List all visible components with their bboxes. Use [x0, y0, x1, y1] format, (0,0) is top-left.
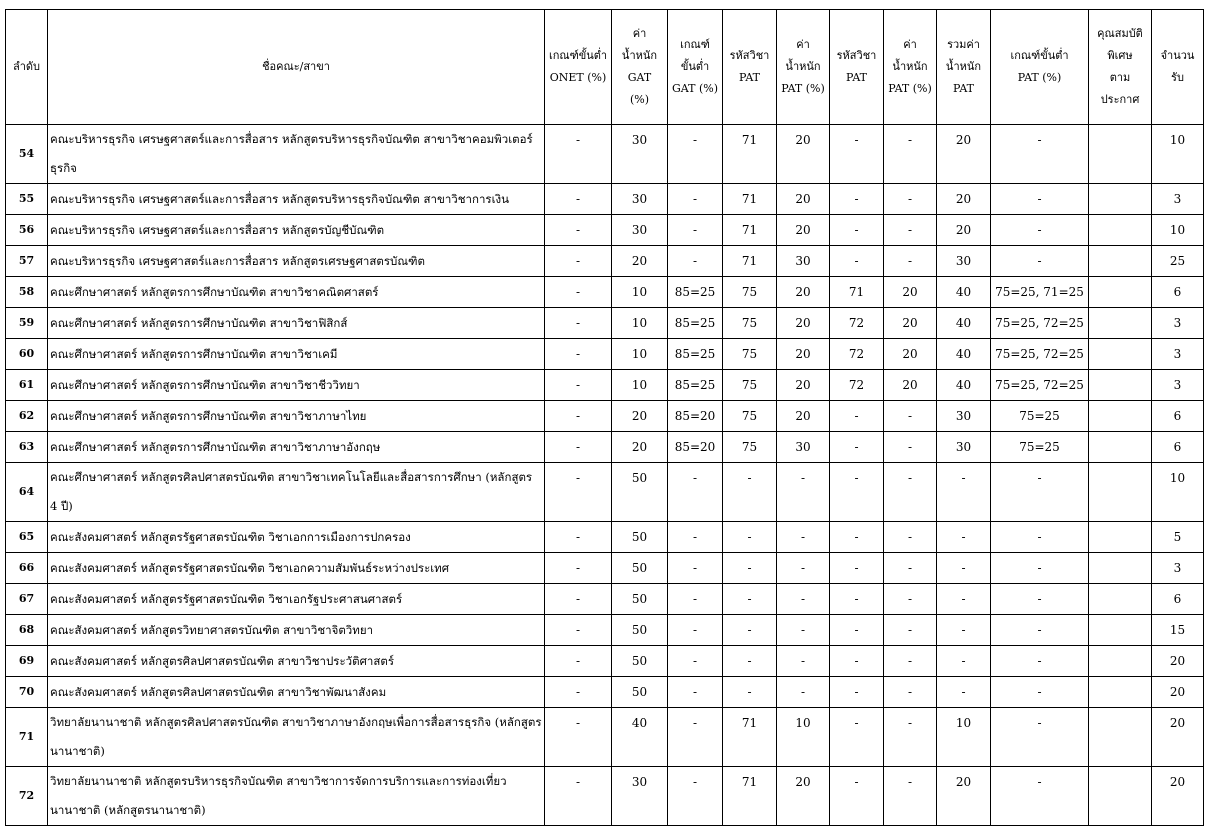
row-index: 63	[6, 432, 48, 463]
seats: 6	[1152, 401, 1204, 432]
pat-code-1: -	[723, 677, 777, 708]
pat-min: -	[991, 584, 1089, 615]
header-name: ชื่อคณะ/สาขา	[48, 10, 545, 125]
pat-min: 75=25, 72=25	[991, 370, 1089, 401]
gat-min: -	[668, 215, 723, 246]
onet-min: -	[545, 277, 612, 308]
header-pat-code-1: รหัสวิชา PAT	[723, 10, 777, 125]
onet-min: -	[545, 308, 612, 339]
special-qualification	[1089, 708, 1152, 767]
gat-min: -	[668, 677, 723, 708]
row-index: 59	[6, 308, 48, 339]
pat-weight-1: -	[777, 463, 830, 522]
table-row	[6, 215, 1204, 246]
admission-table	[5, 9, 1204, 826]
pat-code-2: -	[830, 646, 884, 677]
pat-weight-1: 20	[777, 339, 830, 370]
pat-total: 30	[937, 401, 991, 432]
pat-total: -	[937, 463, 991, 522]
pat-weight-1: 20	[777, 370, 830, 401]
onet-min: -	[545, 339, 612, 370]
header-pat-min: เกณฑ์ขั้นต่ำ PAT (%)	[991, 10, 1089, 125]
gat-min: 85=25	[668, 339, 723, 370]
table-row	[6, 277, 1204, 308]
seats: 6	[1152, 277, 1204, 308]
pat-code-1: -	[723, 522, 777, 553]
table-row	[6, 708, 1204, 767]
table-row	[6, 401, 1204, 432]
table-row	[6, 767, 1204, 826]
pat-total: 10	[937, 708, 991, 767]
row-index: 54	[6, 125, 48, 184]
pat-code-2: -	[830, 432, 884, 463]
table-row	[6, 184, 1204, 215]
program-name: คณะสังคมศาสตร์ หลักสูตรวิทยาศาสตรบัณฑิต สาขาวิชาจิตวิทยา	[48, 615, 545, 646]
pat-weight-2: -	[884, 708, 937, 767]
seats: 3	[1152, 184, 1204, 215]
pat-weight-1: 20	[777, 125, 830, 184]
pat-total: 40	[937, 277, 991, 308]
header-pat-weight-2: ค่า น้ำหนัก PAT (%)	[884, 10, 937, 125]
pat-min: 75=25, 72=25	[991, 339, 1089, 370]
seats: 6	[1152, 432, 1204, 463]
pat-code-1: -	[723, 584, 777, 615]
program-name: คณะศึกษาศาสตร์ หลักสูตรการศึกษาบัณฑิต สาขาวิชาคณิตศาสตร์	[48, 277, 545, 308]
pat-weight-1: -	[777, 615, 830, 646]
program-name: คณะศึกษาศาสตร์ หลักสูตรการศึกษาบัณฑิต สาขาวิชาภาษาอังกฤษ	[48, 432, 545, 463]
gat-min: -	[668, 184, 723, 215]
table-row	[6, 370, 1204, 401]
pat-code-1: 71	[723, 246, 777, 277]
row-index: 64	[6, 463, 48, 522]
seats: 25	[1152, 246, 1204, 277]
row-index: 60	[6, 339, 48, 370]
special-qualification	[1089, 432, 1152, 463]
header-pat-total: รวมค่า น้ำหนัก PAT	[937, 10, 991, 125]
gat-min: -	[668, 646, 723, 677]
program-name: คณะสังคมศาสตร์ หลักสูตรรัฐศาสตรบัณฑิต วิชาเอกรัฐประศาสนศาสตร์	[48, 584, 545, 615]
pat-weight-2: -	[884, 522, 937, 553]
pat-weight-2: 20	[884, 370, 937, 401]
gat-weight: 50	[612, 584, 668, 615]
pat-min: -	[991, 522, 1089, 553]
pat-total: 40	[937, 339, 991, 370]
seats: 15	[1152, 615, 1204, 646]
gat-min: -	[668, 708, 723, 767]
pat-weight-2: 20	[884, 277, 937, 308]
gat-weight: 10	[612, 308, 668, 339]
pat-total: 40	[937, 308, 991, 339]
pat-weight-2: -	[884, 767, 937, 826]
special-qualification	[1089, 184, 1152, 215]
pat-code-1: 75	[723, 432, 777, 463]
table-row	[6, 432, 1204, 463]
gat-min: 85=20	[668, 401, 723, 432]
pat-weight-1: 20	[777, 401, 830, 432]
program-name: วิทยาลัยนานาชาติ หลักสูตรบริหารธุรกิจบัณฑิต สาขาวิชาการจัดการบริการและการท่องเที่ยวนานาชาติ (หลักสูตรนานาชาติ)	[48, 767, 545, 826]
pat-min: -	[991, 125, 1089, 184]
seats: 10	[1152, 463, 1204, 522]
special-qualification	[1089, 584, 1152, 615]
gat-weight: 50	[612, 463, 668, 522]
row-index: 68	[6, 615, 48, 646]
row-index: 71	[6, 708, 48, 767]
pat-code-1: 75	[723, 308, 777, 339]
table-row	[6, 463, 1204, 522]
special-qualification	[1089, 277, 1152, 308]
pat-code-2: 72	[830, 308, 884, 339]
special-qualification	[1089, 339, 1152, 370]
pat-weight-1: -	[777, 677, 830, 708]
row-index: 66	[6, 553, 48, 584]
seats: 10	[1152, 125, 1204, 184]
table-row	[6, 246, 1204, 277]
onet-min: -	[545, 553, 612, 584]
pat-weight-1: 30	[777, 246, 830, 277]
gat-min: 85=25	[668, 370, 723, 401]
pat-total: -	[937, 584, 991, 615]
row-index: 69	[6, 646, 48, 677]
special-qualification	[1089, 646, 1152, 677]
pat-total: -	[937, 522, 991, 553]
row-index: 58	[6, 277, 48, 308]
gat-min: -	[668, 584, 723, 615]
gat-min: 85=25	[668, 277, 723, 308]
seats: 20	[1152, 708, 1204, 767]
gat-weight: 50	[612, 646, 668, 677]
program-name: คณะศึกษาศาสตร์ หลักสูตรการศึกษาบัณฑิต สาขาวิชาเคมี	[48, 339, 545, 370]
pat-weight-1: 20	[777, 215, 830, 246]
special-qualification	[1089, 522, 1152, 553]
program-name: คณะบริหารธุรกิจ เศรษฐศาสตร์และการสื่อสาร หลักสูตรบัญชีบัณฑิต	[48, 215, 545, 246]
pat-code-1: 71	[723, 215, 777, 246]
pat-total: -	[937, 646, 991, 677]
program-name: คณะศึกษาศาสตร์ หลักสูตรการศึกษาบัณฑิต สาขาวิชาฟิสิกส์	[48, 308, 545, 339]
pat-code-2: -	[830, 708, 884, 767]
pat-total: 20	[937, 215, 991, 246]
header-pat-weight-1: ค่า น้ำหนัก PAT (%)	[777, 10, 830, 125]
seats: 3	[1152, 553, 1204, 584]
gat-weight: 50	[612, 553, 668, 584]
pat-code-1: 71	[723, 125, 777, 184]
pat-code-2: -	[830, 401, 884, 432]
pat-code-2: 71	[830, 277, 884, 308]
table-row	[6, 646, 1204, 677]
gat-min: -	[668, 767, 723, 826]
program-name: วิทยาลัยนานาชาติ หลักสูตรศิลปศาสตรบัณฑิต สาขาวิชาภาษาอังกฤษเพื่อการสื่อสารธุรกิจ (หลักสูตรนานาชาติ)	[48, 708, 545, 767]
pat-weight-1: -	[777, 522, 830, 553]
pat-min: -	[991, 184, 1089, 215]
onet-min: -	[545, 401, 612, 432]
program-name: คณะศึกษาศาสตร์ หลักสูตรการศึกษาบัณฑิต สาขาวิชาชีววิทยา	[48, 370, 545, 401]
program-name: คณะบริหารธุรกิจ เศรษฐศาสตร์และการสื่อสาร หลักสูตรบริหารธุรกิจบัณฑิต สาขาวิชาการเงิน	[48, 184, 545, 215]
table-row	[6, 553, 1204, 584]
gat-weight: 10	[612, 370, 668, 401]
row-index: 70	[6, 677, 48, 708]
pat-weight-2: -	[884, 463, 937, 522]
pat-min: 75=25	[991, 432, 1089, 463]
pat-code-1: 71	[723, 767, 777, 826]
table-row	[6, 339, 1204, 370]
gat-min: -	[668, 553, 723, 584]
gat-weight: 50	[612, 522, 668, 553]
table-row	[6, 125, 1204, 184]
special-qualification	[1089, 677, 1152, 708]
gat-weight: 30	[612, 215, 668, 246]
header-seats: จำนวน รับ	[1152, 10, 1204, 125]
pat-total: -	[937, 553, 991, 584]
header-row	[6, 10, 1204, 125]
pat-code-2: -	[830, 677, 884, 708]
pat-code-2: -	[830, 463, 884, 522]
onet-min: -	[545, 246, 612, 277]
gat-weight: 20	[612, 401, 668, 432]
seats: 5	[1152, 522, 1204, 553]
gat-weight: 20	[612, 246, 668, 277]
onet-min: -	[545, 584, 612, 615]
row-index: 62	[6, 401, 48, 432]
pat-min: -	[991, 677, 1089, 708]
pat-min: 75=25, 71=25	[991, 277, 1089, 308]
pat-weight-2: 20	[884, 339, 937, 370]
pat-min: -	[991, 767, 1089, 826]
special-qualification	[1089, 767, 1152, 826]
header-gat-min: เกณฑ์ ขั้นต่ำ GAT (%)	[668, 10, 723, 125]
pat-total: 40	[937, 370, 991, 401]
table-row	[6, 615, 1204, 646]
pat-min: -	[991, 708, 1089, 767]
gat-weight: 40	[612, 708, 668, 767]
pat-code-2: -	[830, 125, 884, 184]
pat-weight-1: 20	[777, 767, 830, 826]
pat-min: -	[991, 615, 1089, 646]
row-index: 56	[6, 215, 48, 246]
gat-weight: 30	[612, 767, 668, 826]
pat-code-2: -	[830, 584, 884, 615]
program-name: คณะสังคมศาสตร์ หลักสูตรรัฐศาสตรบัณฑิต วิชาเอกการเมืองการปกครอง	[48, 522, 545, 553]
pat-code-1: 75	[723, 339, 777, 370]
pat-min: -	[991, 646, 1089, 677]
onet-min: -	[545, 215, 612, 246]
table-row	[6, 584, 1204, 615]
program-name: คณะศึกษาศาสตร์ หลักสูตรศิลปศาสตรบัณฑิต สาขาวิชาเทคโนโลยีและสื่อสารการศึกษา (หลักสูตร 4 ปี)	[48, 463, 545, 522]
onet-min: -	[545, 646, 612, 677]
pat-code-2: -	[830, 246, 884, 277]
pat-code-1: -	[723, 646, 777, 677]
special-qualification	[1089, 553, 1152, 584]
pat-min: 75=25	[991, 401, 1089, 432]
pat-weight-1: -	[777, 646, 830, 677]
pat-code-2: -	[830, 615, 884, 646]
program-name: คณะศึกษาศาสตร์ หลักสูตรการศึกษาบัณฑิต สาขาวิชาภาษาไทย	[48, 401, 545, 432]
gat-min: -	[668, 463, 723, 522]
pat-total: 20	[937, 184, 991, 215]
onet-min: -	[545, 677, 612, 708]
gat-min: -	[668, 246, 723, 277]
special-qualification	[1089, 125, 1152, 184]
onet-min: -	[545, 708, 612, 767]
table-body	[6, 125, 1204, 826]
pat-total: 20	[937, 767, 991, 826]
pat-code-2: -	[830, 184, 884, 215]
special-qualification	[1089, 215, 1152, 246]
row-index: 55	[6, 184, 48, 215]
pat-weight-2: -	[884, 215, 937, 246]
pat-code-2: 72	[830, 339, 884, 370]
pat-code-1: 75	[723, 277, 777, 308]
pat-weight-2: -	[884, 584, 937, 615]
pat-total: 30	[937, 432, 991, 463]
pat-weight-1: 30	[777, 432, 830, 463]
program-name: คณะสังคมศาสตร์ หลักสูตรรัฐศาสตรบัณฑิต วิชาเอกความสัมพันธ์ระหว่างประเทศ	[48, 553, 545, 584]
pat-min: -	[991, 215, 1089, 246]
pat-code-1: 75	[723, 401, 777, 432]
table-row	[6, 308, 1204, 339]
program-name: คณะบริหารธุรกิจ เศรษฐศาสตร์และการสื่อสาร หลักสูตรเศรษฐศาสตรบัณฑิต	[48, 246, 545, 277]
onet-min: -	[545, 615, 612, 646]
gat-weight: 30	[612, 184, 668, 215]
pat-weight-2: -	[884, 125, 937, 184]
pat-code-2: -	[830, 767, 884, 826]
program-name: คณะสังคมศาสตร์ หลักสูตรศิลปศาสตรบัณฑิต สาขาวิชาพัฒนาสังคม	[48, 677, 545, 708]
gat-min: 85=20	[668, 432, 723, 463]
pat-weight-1: 10	[777, 708, 830, 767]
pat-code-1: -	[723, 553, 777, 584]
pat-code-2: -	[830, 215, 884, 246]
pat-weight-2: 20	[884, 308, 937, 339]
gat-min: 85=25	[668, 308, 723, 339]
pat-weight-2: -	[884, 677, 937, 708]
pat-weight-2: -	[884, 432, 937, 463]
pat-code-2: 72	[830, 370, 884, 401]
pat-weight-1: 20	[777, 277, 830, 308]
special-qualification	[1089, 246, 1152, 277]
onet-min: -	[545, 522, 612, 553]
gat-weight: 50	[612, 677, 668, 708]
gat-weight: 50	[612, 615, 668, 646]
pat-min: -	[991, 553, 1089, 584]
onet-min: -	[545, 432, 612, 463]
pat-total: -	[937, 677, 991, 708]
program-name: คณะบริหารธุรกิจ เศรษฐศาสตร์และการสื่อสาร หลักสูตรบริหารธุรกิจบัณฑิต สาขาวิชาคอมพิวเตอร์ธุรกิจ	[48, 125, 545, 184]
pat-code-2: -	[830, 553, 884, 584]
row-index: 72	[6, 767, 48, 826]
table-row	[6, 677, 1204, 708]
special-qualification	[1089, 401, 1152, 432]
program-name: คณะสังคมศาสตร์ หลักสูตรศิลปศาสตรบัณฑิต สาขาวิชาประวัติศาสตร์	[48, 646, 545, 677]
pat-total: 20	[937, 125, 991, 184]
special-qualification	[1089, 370, 1152, 401]
table-row	[6, 522, 1204, 553]
gat-weight: 30	[612, 125, 668, 184]
pat-weight-2: -	[884, 184, 937, 215]
header-idx: ลำดับ	[6, 10, 48, 125]
pat-weight-1: -	[777, 553, 830, 584]
special-qualification	[1089, 308, 1152, 339]
pat-code-1: -	[723, 463, 777, 522]
pat-weight-1: -	[777, 584, 830, 615]
gat-min: -	[668, 125, 723, 184]
gat-min: -	[668, 522, 723, 553]
pat-weight-1: 20	[777, 308, 830, 339]
pat-code-1: 75	[723, 370, 777, 401]
onet-min: -	[545, 370, 612, 401]
pat-min: -	[991, 246, 1089, 277]
pat-code-1: 71	[723, 184, 777, 215]
pat-code-1: -	[723, 615, 777, 646]
row-index: 57	[6, 246, 48, 277]
pat-weight-2: -	[884, 553, 937, 584]
special-qualification	[1089, 463, 1152, 522]
pat-min: 75=25, 72=25	[991, 308, 1089, 339]
pat-weight-2: -	[884, 615, 937, 646]
seats: 20	[1152, 767, 1204, 826]
pat-weight-2: -	[884, 646, 937, 677]
special-qualification	[1089, 615, 1152, 646]
seats: 20	[1152, 646, 1204, 677]
seats: 6	[1152, 584, 1204, 615]
pat-code-1: 71	[723, 708, 777, 767]
seats: 20	[1152, 677, 1204, 708]
onet-min: -	[545, 184, 612, 215]
row-index: 67	[6, 584, 48, 615]
onet-min: -	[545, 767, 612, 826]
onet-min: -	[545, 125, 612, 184]
row-index: 65	[6, 522, 48, 553]
seats: 10	[1152, 215, 1204, 246]
pat-weight-1: 20	[777, 184, 830, 215]
seats: 3	[1152, 308, 1204, 339]
onet-min: -	[545, 463, 612, 522]
pat-weight-2: -	[884, 401, 937, 432]
pat-total: 30	[937, 246, 991, 277]
gat-weight: 10	[612, 339, 668, 370]
gat-weight: 10	[612, 277, 668, 308]
header-onet-min: เกณฑ์ขั้นต่ำ ONET (%)	[545, 10, 612, 125]
row-index: 61	[6, 370, 48, 401]
header-pat-code-2: รหัสวิชา PAT	[830, 10, 884, 125]
gat-weight: 20	[612, 432, 668, 463]
pat-min: -	[991, 463, 1089, 522]
pat-total: -	[937, 615, 991, 646]
seats: 3	[1152, 339, 1204, 370]
header-gat-weight: ค่า น้ำหนัก GAT (%)	[612, 10, 668, 125]
gat-min: -	[668, 615, 723, 646]
pat-code-2: -	[830, 522, 884, 553]
header-special: คุณสมบัติ พิเศษ ตาม ประกาศ	[1089, 10, 1152, 125]
pat-weight-2: -	[884, 246, 937, 277]
seats: 3	[1152, 370, 1204, 401]
